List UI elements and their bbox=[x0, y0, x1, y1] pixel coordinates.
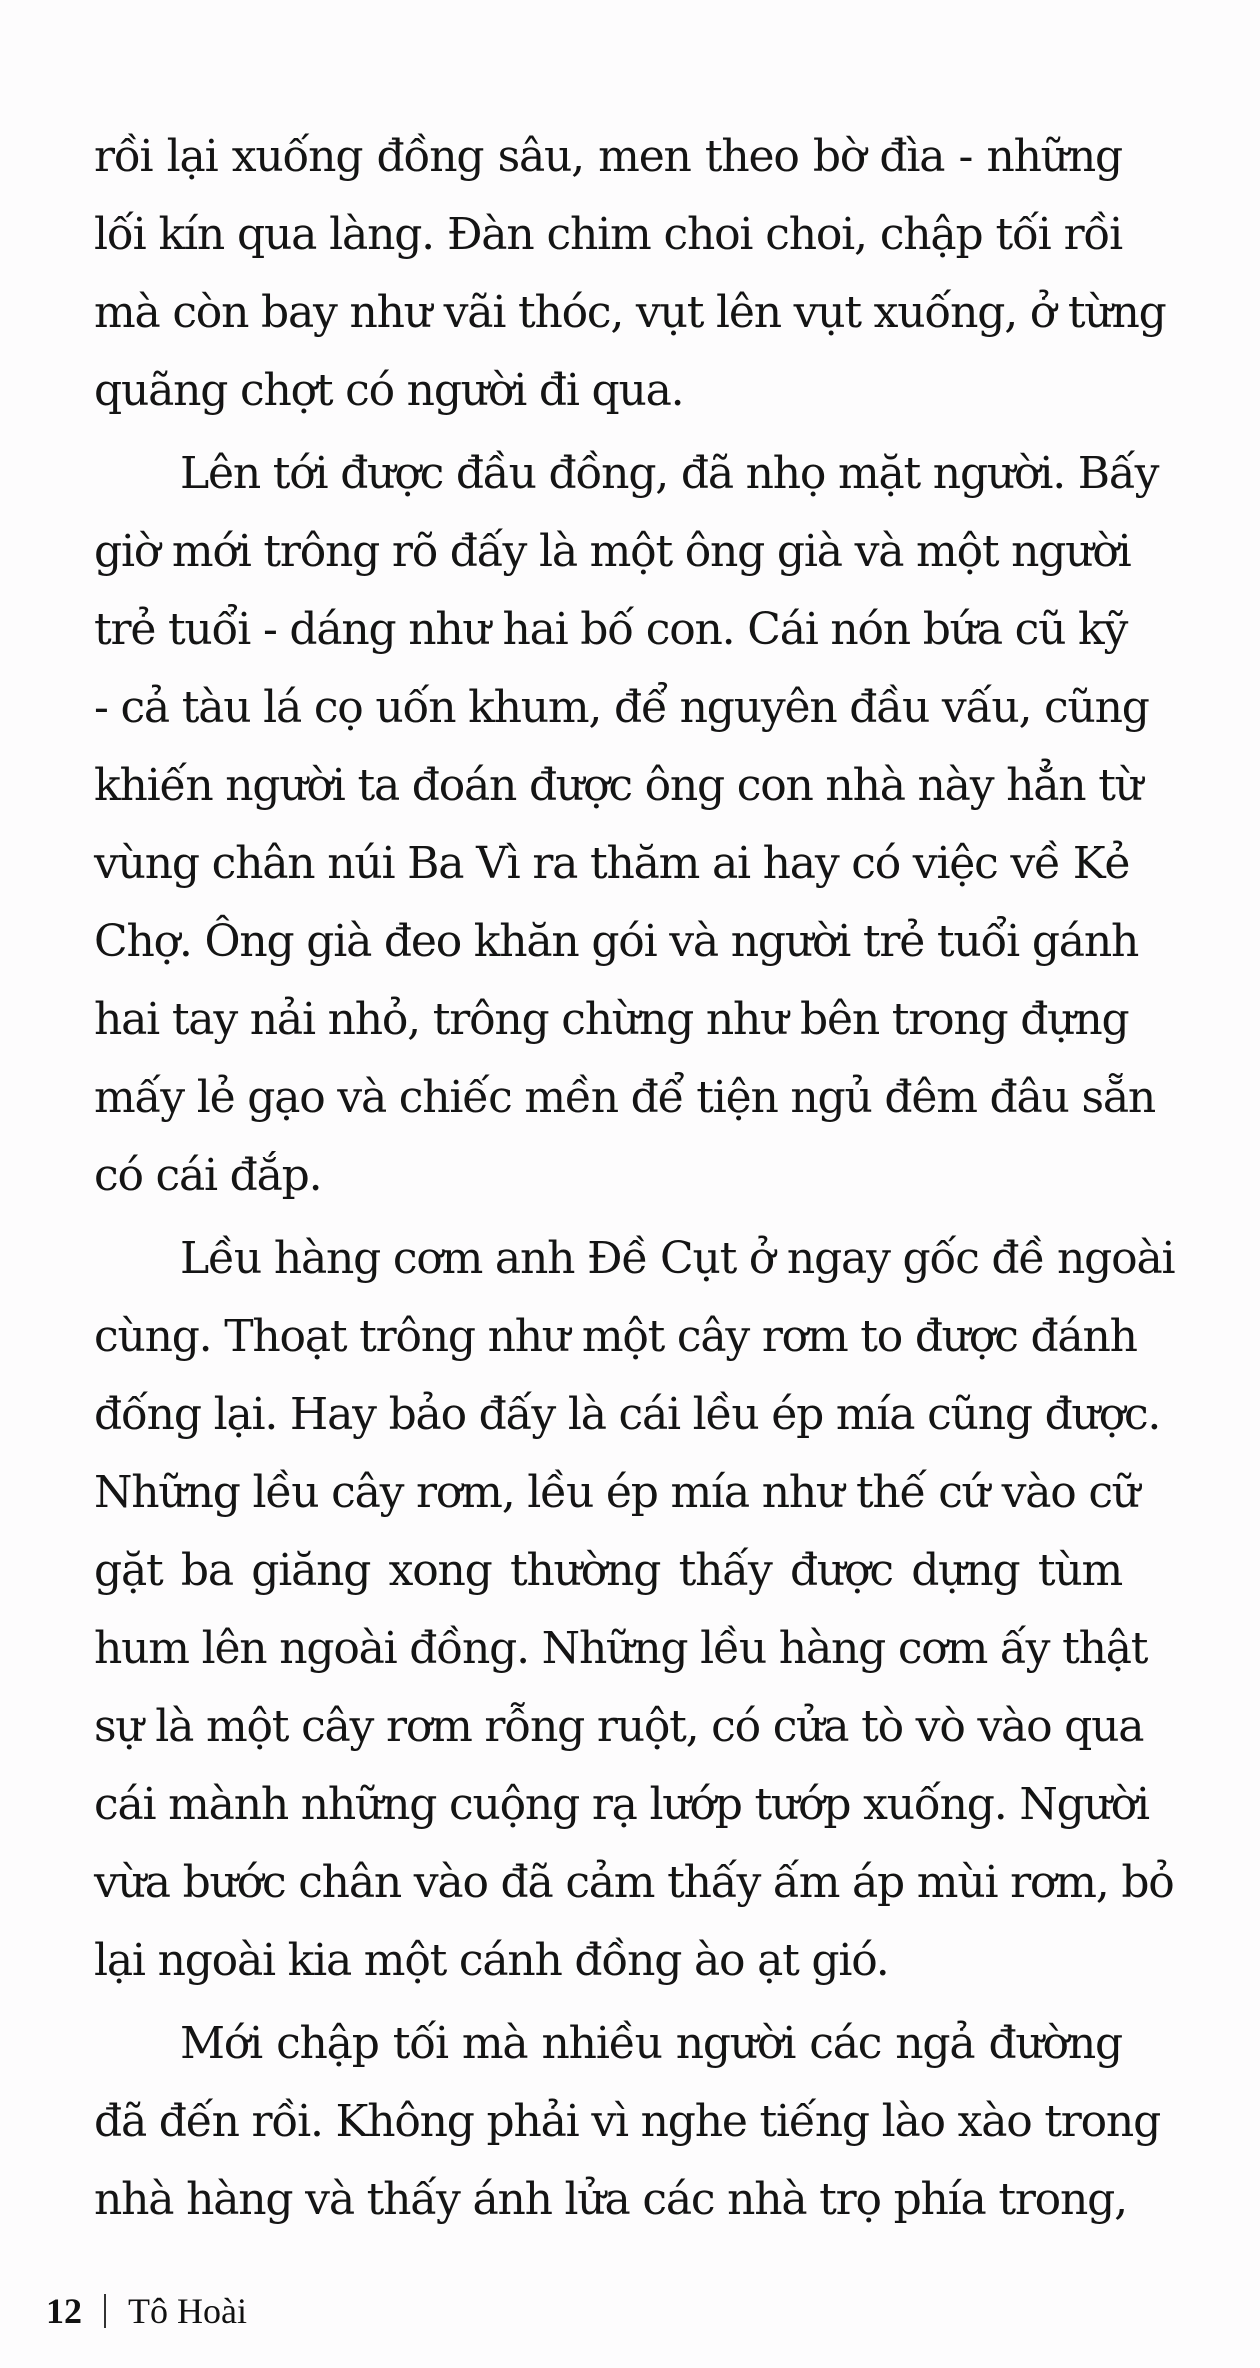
text-line: vừa bước chân vào đã cảm thấy ấm áp mùi rơm, bỏ bbox=[94, 1857, 1174, 1908]
text-line: trẻ tuổi - dáng như hai bố con. Cái nón bứa cũ kỹ bbox=[94, 604, 1128, 655]
body-text bbox=[94, 118, 1175, 2244]
text-line: mấy lẻ gạo và chiếc mền để tiện ngủ đêm đâu sẵn bbox=[94, 1072, 1156, 1123]
text-line: khiến người ta đoán được ông con nhà này hẳn từ bbox=[94, 760, 1142, 811]
paragraph bbox=[94, 1220, 1175, 2000]
paragraph bbox=[94, 2005, 1161, 2239]
paragraph bbox=[94, 435, 1159, 1215]
page-number: 12 bbox=[46, 2291, 82, 2331]
text-line: mà còn bay như vãi thóc, vụt lên vụt xuống, ở từng bbox=[94, 287, 1166, 338]
text-line: đống lại. Hay bảo đấy là cái lều ép mía cũng được. bbox=[94, 1389, 1161, 1440]
text-line: quãng chợt có người đi qua. bbox=[94, 365, 684, 416]
text-line: giờ mới trông rõ đấy là một ông già và một người bbox=[94, 526, 1131, 577]
page-footer bbox=[46, 2290, 247, 2332]
author-name: Tô Hoài bbox=[128, 2291, 247, 2331]
text-line: rồi lại xuống đồng sâu, men theo bờ đìa - những bbox=[94, 131, 1122, 182]
text-line: Chợ. Ông già đeo khăn gói và người trẻ tuổi gánh bbox=[94, 916, 1139, 967]
text-line: cùng. Thoạt trông như một cây rơm to được đánh bbox=[94, 1311, 1137, 1362]
paragraph bbox=[94, 118, 1166, 430]
text-line: hum lên ngoài đồng. Những lều hàng cơm ấy thật bbox=[94, 1623, 1148, 1674]
text-line: Những lều cây rơm, lều ép mía như thế cứ vào cữ bbox=[94, 1467, 1139, 1518]
text-line: đã đến rồi. Không phải vì nghe tiếng lào xào trong bbox=[94, 2096, 1161, 2147]
text-line: sự là một cây rơm rỗng ruột, có cửa tò vò vào qua bbox=[94, 1701, 1144, 1752]
text-line: - cả tàu lá cọ uốn khum, để nguyên đầu vấu, cũng bbox=[94, 682, 1149, 733]
text-line: vùng chân núi Ba Vì ra thăm ai hay có việc về Kẻ bbox=[94, 838, 1130, 889]
text-line: gặt ba giăng xong thường thấy được dựng tùm bbox=[94, 1545, 1122, 1596]
text-line: Lều hàng cơm anh Đề Cụt ở ngay gốc đề ngoài bbox=[180, 1233, 1175, 1284]
text-line: Mới chập tối mà nhiều người các ngả đường bbox=[180, 2018, 1122, 2069]
text-line: lối kín qua làng. Đàn chim choi choi, chập tối rồi bbox=[94, 209, 1122, 260]
footer-divider bbox=[104, 2294, 106, 2328]
text-line: có cái đắp. bbox=[94, 1150, 322, 1201]
text-line: lại ngoài kia một cánh đồng ào ạt gió. bbox=[94, 1935, 889, 1986]
text-line: hai tay nải nhỏ, trông chừng như bên trong đựng bbox=[94, 994, 1129, 1045]
text-line: cái mành những cuộng rạ lướp tướp xuống. Người bbox=[94, 1779, 1149, 1830]
text-line: nhà hàng và thấy ánh lửa các nhà trọ phía trong, bbox=[94, 2174, 1127, 2225]
text-line: Lên tới được đầu đồng, đã nhọ mặt người. Bấy bbox=[180, 448, 1159, 499]
